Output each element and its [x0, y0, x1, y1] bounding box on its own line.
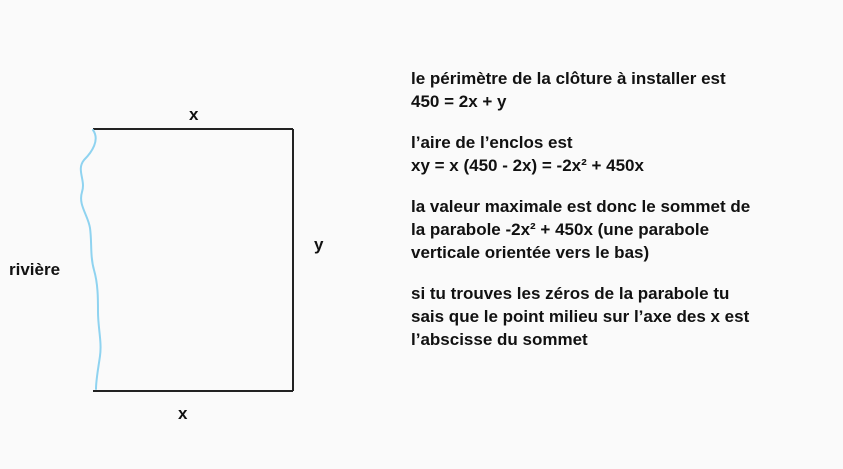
top-side-label: x	[189, 105, 199, 124]
maximum-paragraph	[411, 195, 831, 264]
text-line: le périmètre de la clôture à installer est	[411, 69, 726, 88]
text-line: si tu trouves les zéros de la parabole tu	[411, 284, 730, 303]
text-line: la valeur maximale est donc le sommet de	[411, 197, 751, 216]
bottom-side-label: x	[178, 404, 188, 423]
perimeter-paragraph	[411, 67, 831, 113]
river-label: rivière	[9, 260, 61, 279]
perimeter-equation: 450 = 2x + y	[411, 92, 507, 111]
explanation-notes	[411, 67, 831, 351]
right-side-label: y	[314, 235, 324, 254]
enclosure-drawing	[0, 0, 400, 464]
area-equation: xy = x (450 - 2x) = -2x² + 450x	[411, 156, 644, 175]
enclosure-diagram	[0, 0, 400, 464]
text-line: l’aire de l’enclos est	[411, 133, 573, 152]
text-line: sais que le point milieu sur l’axe des x est	[411, 307, 750, 326]
zeros-paragraph	[411, 282, 831, 351]
text-line: verticale orientée vers le bas)	[411, 243, 650, 262]
text-line: la parabole -2x² + 450x (une parabole	[411, 220, 710, 239]
river-line	[81, 130, 101, 389]
text-line: l’abscisse du sommet	[411, 330, 588, 349]
area-paragraph	[411, 131, 831, 177]
